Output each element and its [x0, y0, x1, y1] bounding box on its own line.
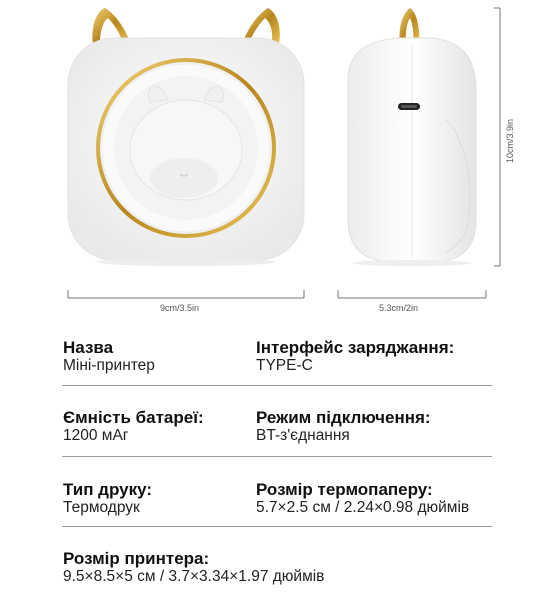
divider	[62, 456, 492, 457]
height-label: 10cm/3.9in	[505, 118, 515, 163]
spec-label: Режим підключення:	[256, 408, 431, 427]
width-dimension-line	[68, 290, 304, 298]
spec-value: Міні-принтер	[63, 357, 155, 374]
spec-value: 9.5×8.5×5 см / 3.7×3.34×1.97 дюймів	[63, 568, 325, 585]
spec-connection-mode	[256, 409, 431, 445]
spec-charging-interface	[256, 339, 454, 375]
spec-label: Тип друку:	[63, 480, 152, 499]
spec-printer-size	[63, 550, 324, 586]
height-dimension-line	[494, 8, 500, 266]
depth-label: 5.3cm/2in	[379, 303, 419, 313]
spec-value: 1200 мАг	[63, 427, 129, 444]
spec-value: Термодрук	[63, 499, 140, 516]
spec-name-field	[63, 339, 155, 375]
spec-label: Розмір принтера:	[63, 549, 210, 568]
spec-value: TYPE-C	[256, 357, 313, 374]
spec-label: Ємність батареї:	[63, 408, 204, 427]
spec-label: Розмір термопаперу:	[256, 480, 433, 499]
spec-label: Назва	[63, 338, 114, 357]
spec-label: Інтерфейс заряджання:	[256, 338, 455, 357]
spec-value: BT-з'єднання	[256, 427, 350, 444]
divider	[62, 526, 492, 527]
divider	[62, 385, 492, 386]
spec-value: 5.7×2.5 см / 2.24×0.98 дюймів	[256, 499, 470, 516]
spec-print-type	[63, 481, 152, 517]
width-label: 9cm/3.5in	[160, 303, 200, 313]
spec-paper-size	[256, 481, 469, 517]
spec-battery-capacity	[63, 409, 204, 445]
depth-dimension-line	[338, 290, 486, 298]
